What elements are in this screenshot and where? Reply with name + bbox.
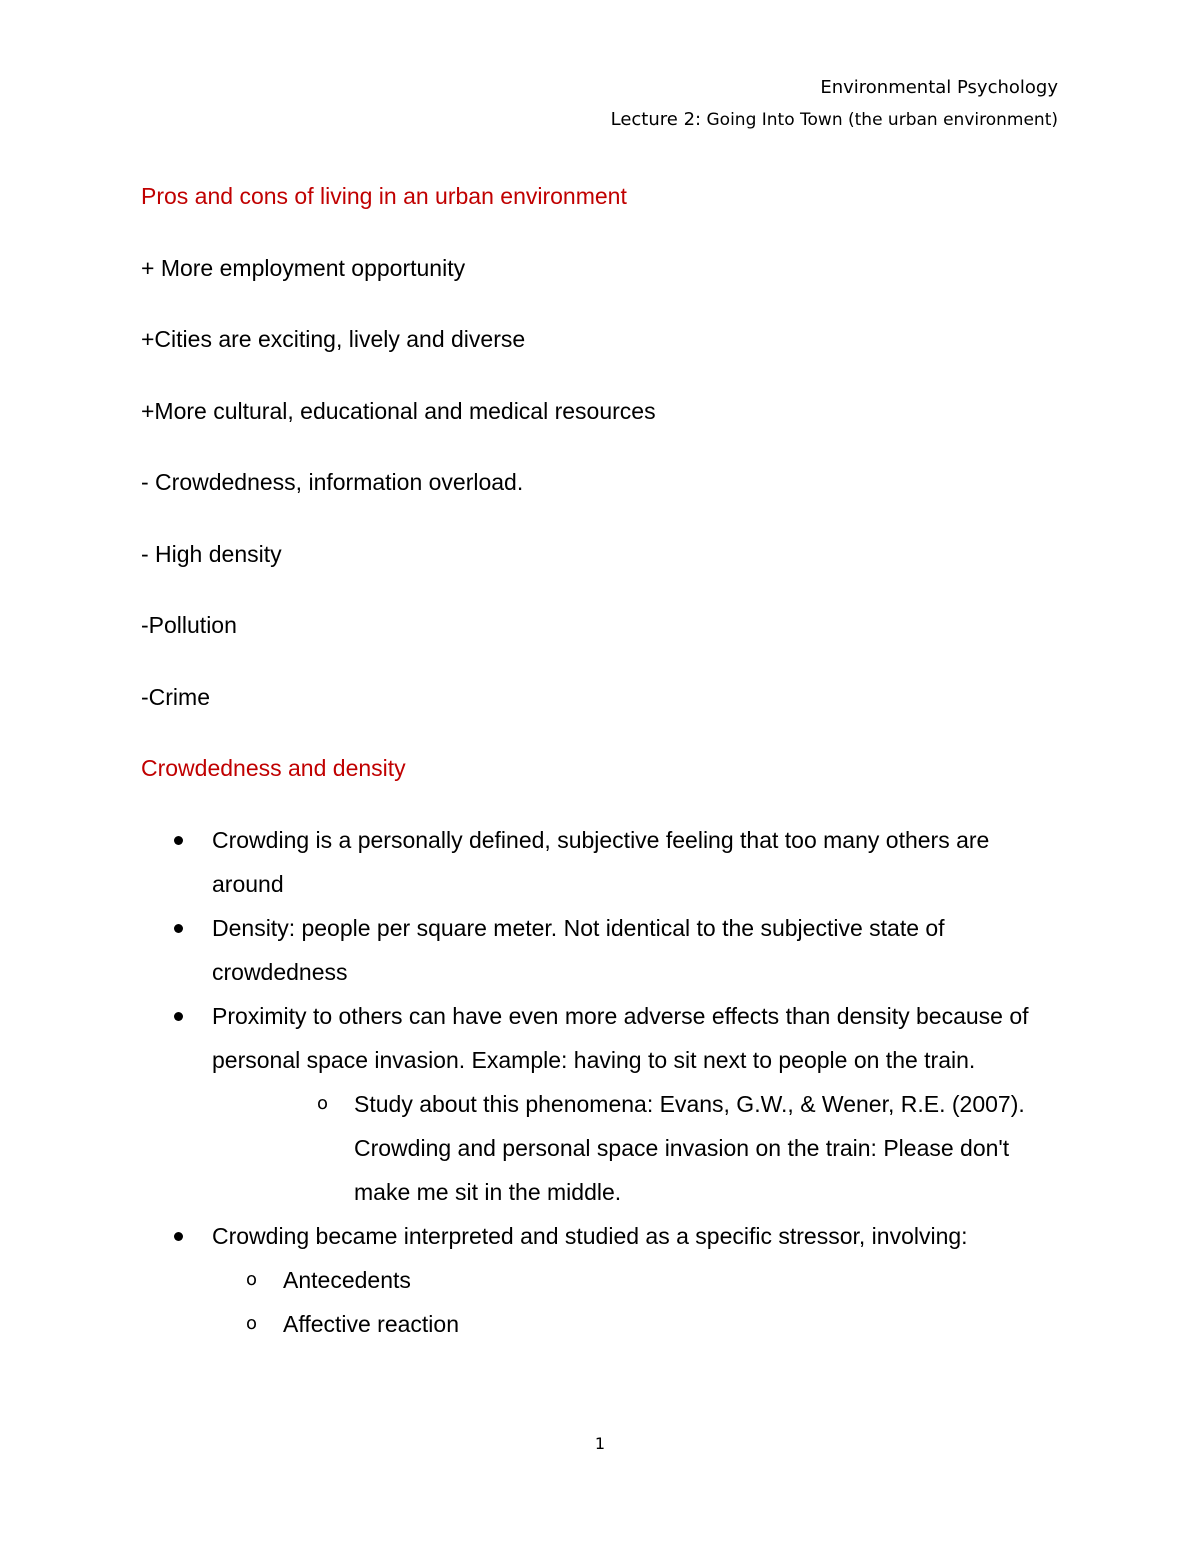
bullet-list — [141, 818, 1061, 1346]
sub-list-item — [141, 1258, 1061, 1302]
running-header — [611, 72, 1058, 136]
sub-bullet-text: Study about this phenomena: Evans, G.W., & Wener, R.E. (2007). Crowding and personal space invasion on the train: Please don't make me sit in the middle. — [354, 1091, 1025, 1205]
sub-list-item — [212, 1082, 1061, 1214]
sub-bullet-list — [141, 1258, 1061, 1346]
page-number: 1 — [594, 1434, 606, 1453]
course-title: Environmental Psychology — [820, 77, 1058, 98]
sub-list-item — [141, 1302, 1061, 1346]
sub-bullet-list — [212, 1082, 1061, 1214]
list-item — [141, 906, 1061, 994]
circle-bullet-icon: o — [246, 1269, 258, 1290]
bullet-text: Crowding is a personally defined, subjective feeling that too many others are around — [212, 827, 990, 897]
con-item: -Pollution — [141, 612, 237, 638]
bullet-icon — [174, 836, 183, 845]
section-heading-crowdedness: Crowdedness and density — [141, 755, 406, 781]
bullet-icon — [174, 1232, 183, 1241]
circle-bullet-icon: o — [317, 1093, 329, 1114]
pro-item: + More employment opportunity — [141, 254, 466, 281]
circle-bullet-icon: o — [246, 1313, 258, 1334]
pro-item: +More cultural, educational and medical resources — [141, 397, 656, 424]
list-item — [141, 994, 1061, 1214]
document-body — [141, 178, 1061, 1346]
con-item: - Crowdedness, information overload. — [141, 469, 524, 495]
lecture-name: Going Into Town (the urban environment) — [701, 110, 1058, 130]
sub-bullet-text: Antecedents — [283, 1267, 411, 1293]
lecture-title — [611, 104, 1058, 136]
bullet-icon — [174, 1012, 183, 1021]
sub-bullet-text: Affective reaction — [283, 1311, 460, 1337]
section-heading-pros-cons: Pros and cons of living in an urban environment — [141, 183, 627, 209]
bullet-icon — [174, 924, 183, 933]
bullet-text: Crowding became interpreted and studied as a specific stressor, involving: — [212, 1223, 968, 1249]
list-item — [141, 1214, 1061, 1346]
pro-item: +Cities are exciting, lively and diverse — [141, 326, 526, 352]
con-item: -Crime — [141, 683, 210, 710]
list-item — [141, 818, 1061, 906]
con-item: - High density — [141, 540, 282, 567]
bullet-text: Proximity to others can have even more adverse effects than density because of personal space invasion. Example: having to sit next to people on the train. — [212, 1003, 1029, 1073]
bullet-text: Density: people per square meter. Not identical to the subjective state of crowdedness — [212, 915, 945, 985]
lecture-label: Lecture 2: — [610, 109, 702, 130]
